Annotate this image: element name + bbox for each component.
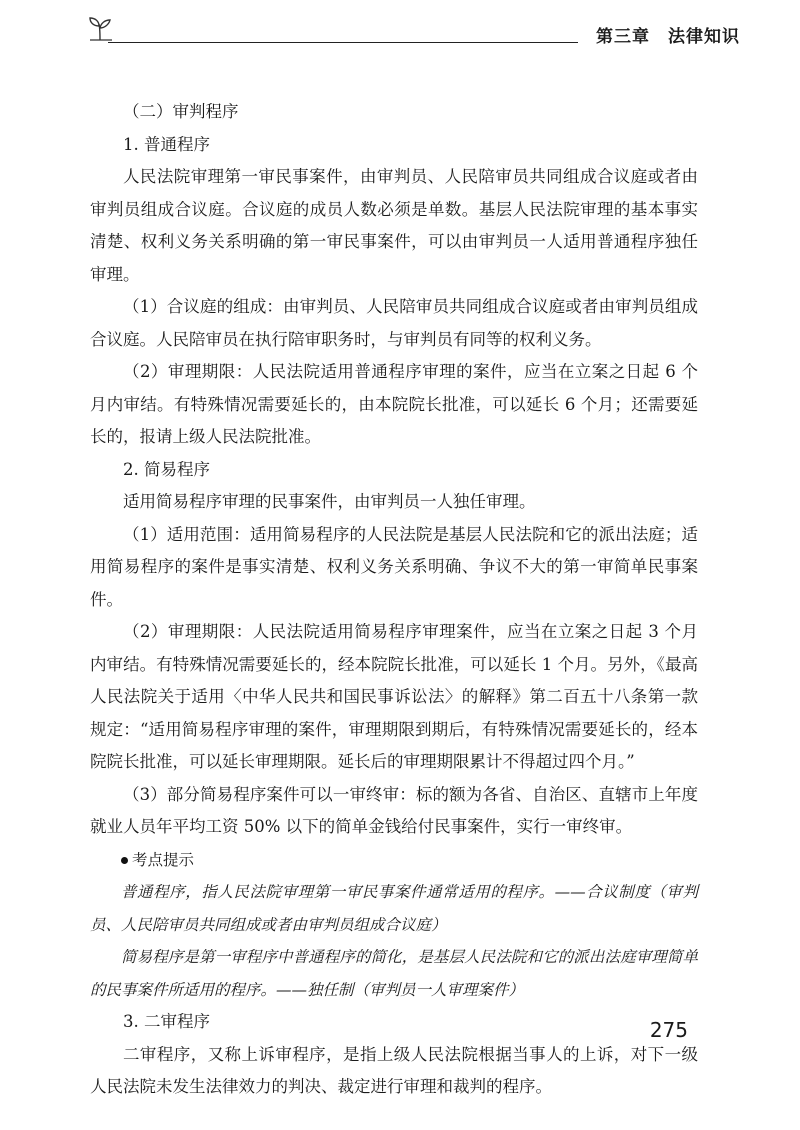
paragraph: 人民法院审理第一审民事案件，由审判员、人民陪审员共同组成合议庭或者由审判员组成合议庭。合议庭的成员人数必须是单数。基层人民法院审理的基本事实清楚、权利义务关系明确的第一审民事案件，可以由审判员一人适用普通程序独任审理。 <box>90 167 698 284</box>
tip-paragraph: 普通程序，指人民法院审理第一审民事案件通常适用的程序。——合议制度（审判员、人民陪审员共同组成或者由审判员组成合议庭） <box>90 883 698 934</box>
paragraph: （1）适用范围：适用简易程序的人民法院是基层人民法院和它的派出法庭；适用简易程序的案件是事实清楚、权利义务关系明确、争议不大的第一审简单民事案件。 <box>90 524 698 609</box>
paragraph: （3）部分简易程序案件可以一审终审：标的额为各省、自治区、直辖市上年度就业人员年平均工资 50% 以下的简单金钱给付民事案件，实行一审终审。 <box>90 784 698 836</box>
subsection-heading-appeal: 3. 二审程序 <box>123 1012 210 1031</box>
header-rule <box>108 42 578 43</box>
page-number: 275 <box>649 1018 688 1042</box>
paragraph: （2）审理期限：人民法院适用普通程序审理的案件，应当在立案之日起 6 个月内审结。有特殊情况需要延长的，由本院院长批准，可以延长 6 个月；还需要延长的，报请上级人民法院批准。 <box>90 362 698 446</box>
subsection-heading-ordinary: 1. 普通程序 <box>123 134 210 154</box>
page-header <box>86 14 740 50</box>
section-heading: （二）审判程序 <box>123 102 239 121</box>
paragraph: 适用简易程序审理的民事案件，由审判员一人独任审理。 <box>123 492 536 511</box>
subsection-heading-summary: 2. 简易程序 <box>123 459 210 479</box>
paragraph: 二审程序，又称上诉审程序，是指上级人民法院根据当事人的上诉，对下一级人民法院未发生法律效力的判决、裁定进行审理和裁判的程序。 <box>90 1044 698 1096</box>
tips-heading <box>90 844 698 877</box>
bullet-icon <box>121 857 128 864</box>
chapter-title: 第三章 法律知识 <box>596 27 740 47</box>
paragraph: （2）审理期限：人民法院适用简易程序审理案件，应当在立案之日起 3 个月内审结。有特殊情况需要延长的，经本院院长批准，可以延长 1 个月。另外，《最高人民法院关于适用〈中华人民共和国民事诉讼法〉的解释》第二百五十八条第一款规定：“适用简易程序审理的案件，审理期限到期后，有特殊情况需要延长的，经本院院长批准，可以延长审理期限。延长后的审理期限累计不得超过四个月。” <box>90 622 698 771</box>
sprout-icon <box>86 14 116 44</box>
paragraph: （1）合议庭的组成：由审判员、人民陪审员共同组成合议庭或者由审判员组成合议庭。人民陪审员在执行陪审职务时，与审判员有同等的权利义务。 <box>90 297 698 349</box>
page-body <box>90 96 698 1104</box>
tips-heading-label: 考点提示 <box>132 850 195 869</box>
tip-paragraph: 简易程序是第一审程序中普通程序的简化，是基层人民法院和它的派出法庭审理简单的民事案件所适用的程序。——独任制（审判员一人审理案件） <box>90 948 698 999</box>
